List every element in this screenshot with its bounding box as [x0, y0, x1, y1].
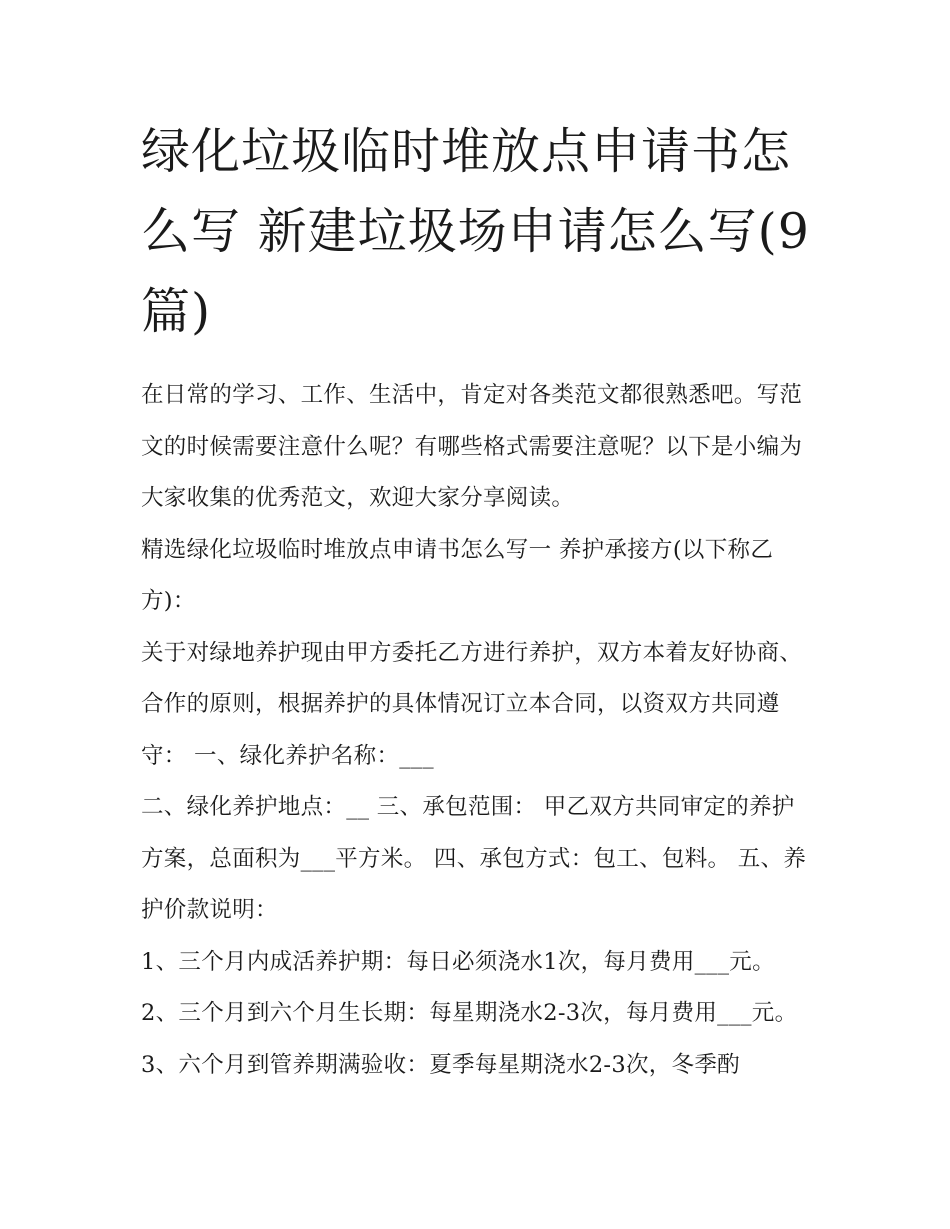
- document-body: [141, 370, 811, 1091]
- paragraph-item-3: 3、六个月到管养期满验收：夏季每星期浇水2-3次，冬季酌: [141, 1051, 740, 1078]
- paragraph-location-scope: 二、绿化养护地点：__ 三、承包范围： 甲乙双方共同审定的养护方案，总面积为___平方米。 四、承包方式：包工、包料。 五、养护价款说明：: [141, 794, 807, 923]
- paragraph-agreement: 关于对绿地养护现由甲方委托乙方进行养护，双方本着友好协商、合作的原则，根据养护的具体情况订立本合同，以资双方共同遵守： 一、绿化养护名称：___: [141, 639, 803, 769]
- paragraph-item-1-2: 1、三个月内成活养护期：每日必须浇水1次，每月费用___元。 2、三个月到六个月生长期：每星期浇水2-3次，每月费用___元。: [141, 948, 798, 1026]
- paragraph-section-one: 精选绿化垃圾临时堆放点申请书怎么写一 养护承接方(以下称乙方)：: [141, 536, 774, 614]
- document-title: 绿化垃圾临时堆放点申请书怎么写 新建垃圾场申请怎么写(9篇): [141, 123, 810, 340]
- document-page: [141, 112, 811, 1091]
- paragraph-intro: 在日常的学习、工作、生活中，肯定对各类范文都很熟悉吧。写范文的时候需要注意什么呢？有哪些格式需要注意呢？以下是小编为大家收集的优秀范文，欢迎大家分享阅读。: [141, 382, 803, 511]
